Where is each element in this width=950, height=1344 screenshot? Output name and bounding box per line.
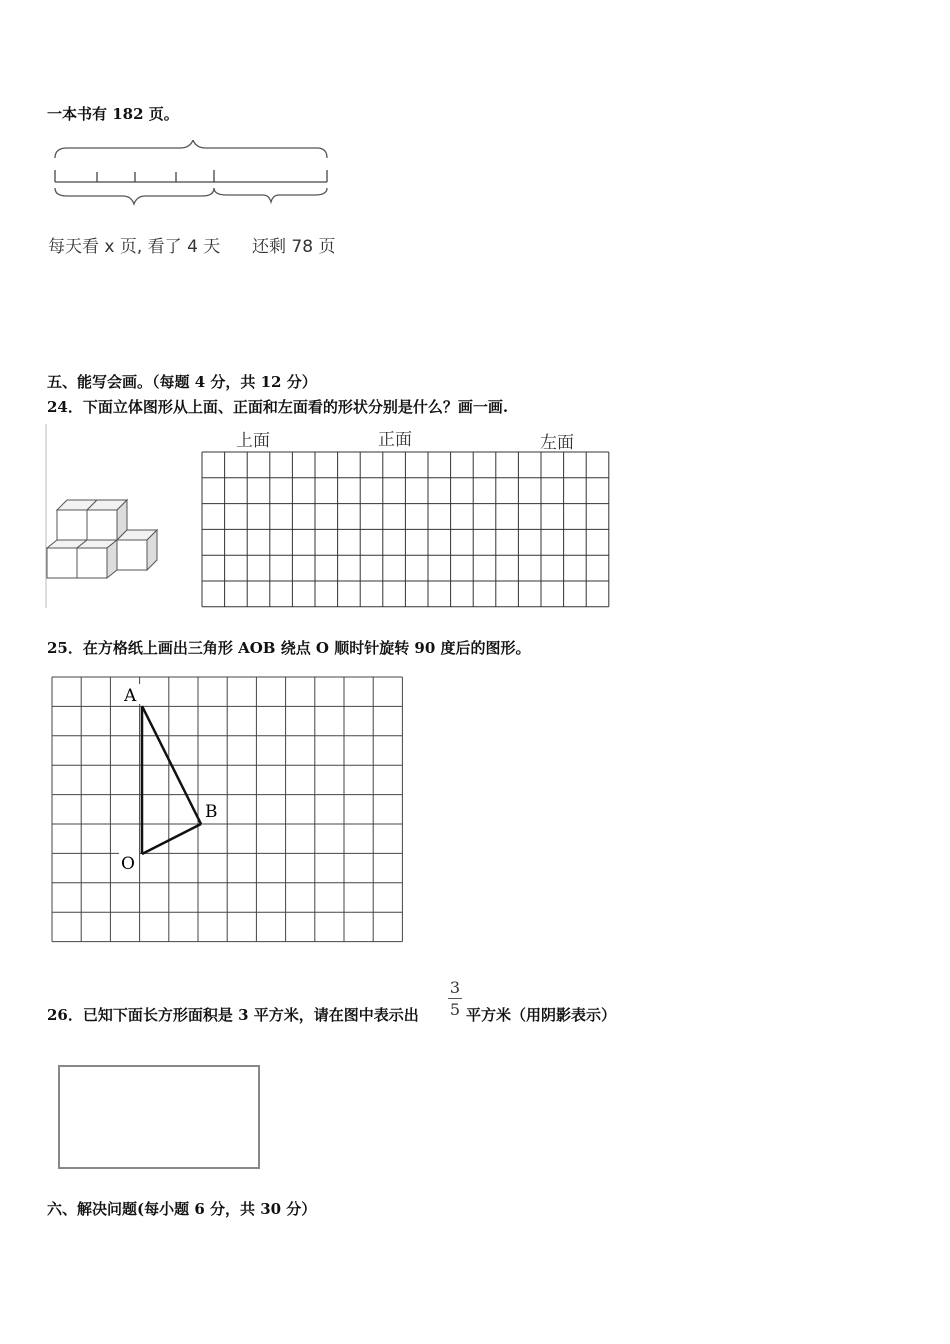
- q26-text-after: 平方米（用阴影表示）: [466, 1006, 617, 1024]
- view-label-top: 上面: [236, 431, 270, 451]
- q26-text: 26．已知下面长方形面积是 3 平方米，请在图中表示出: [47, 1006, 419, 1024]
- views-grid[interactable]: [201, 451, 613, 609]
- q25-text: 25．在方格纸上画出三角形 AOB 绕点 O 顺时针旋转 90 度后的图形。: [47, 639, 531, 657]
- point-b-label: B: [205, 802, 218, 822]
- rotation-grid[interactable]: [51, 676, 411, 944]
- rectangle-area[interactable]: [58, 1065, 260, 1169]
- bottom-brace-left: [55, 188, 214, 204]
- section6-heading: 六、解决问题(每小题 6 分，共 30 分）: [47, 1200, 317, 1218]
- segment-diagram: [45, 140, 345, 212]
- view-label-front: 正面: [378, 430, 412, 450]
- triangle-aob: [142, 706, 201, 854]
- point-a-label: A: [124, 686, 137, 706]
- bottom-brace-right: [214, 188, 327, 202]
- section5-heading: 五、能写会画。（每题 4 分，共 12 分）: [47, 373, 317, 391]
- view-label-left: 左面: [540, 433, 574, 453]
- label-days-read: 每天看 x 页, 看了 4 天: [48, 237, 221, 257]
- q24-text: 24．下面立体图形从上面、正面和左面看的形状分别是什么？画一画.: [47, 398, 509, 416]
- label-remaining: 还剩 78 页: [252, 237, 336, 257]
- fraction-three-fifths: 3 5: [449, 978, 461, 1019]
- cube-figure: [45, 424, 165, 608]
- top-brace: [55, 140, 327, 158]
- intro-statement: 一本书有 182 页。: [47, 105, 179, 123]
- point-o-label: O: [121, 854, 135, 874]
